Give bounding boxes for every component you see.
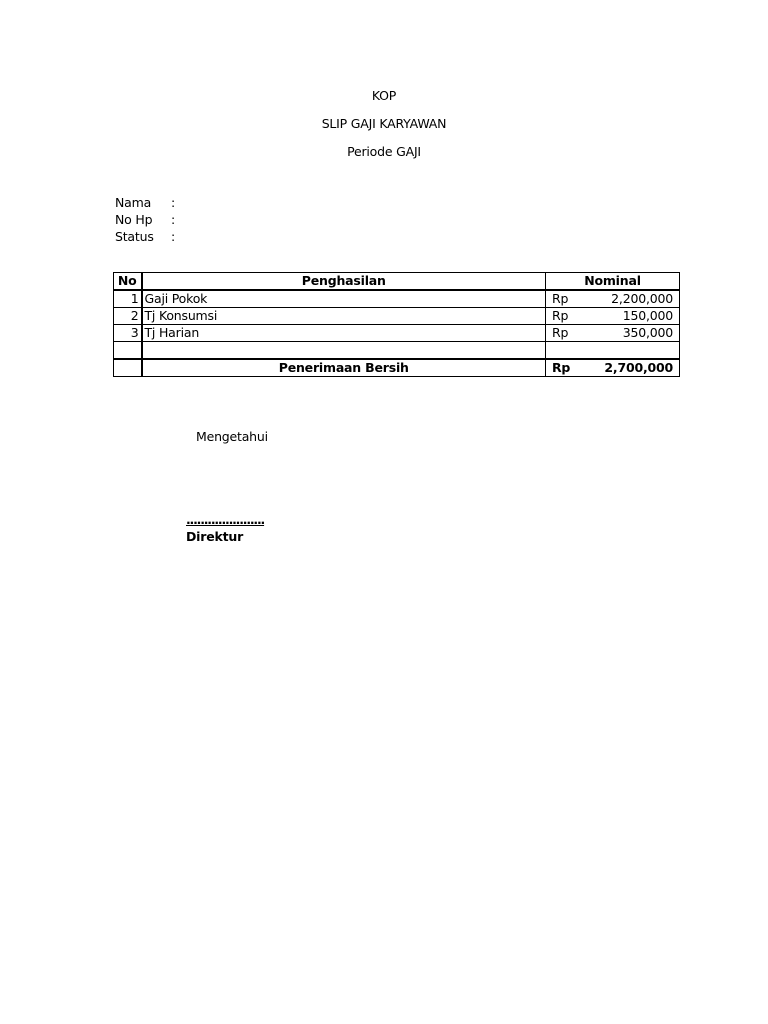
row-amount: 350,000: [622, 325, 673, 340]
row-currency: Rp: [552, 291, 569, 306]
row-description: Tj Harian: [142, 325, 546, 342]
table-row: [114, 325, 680, 342]
info-colon: :: [171, 229, 176, 244]
total-nominal: [546, 359, 680, 377]
row-currency: Rp: [552, 325, 569, 340]
slip-title: SLIP GAJI KARYAWAN: [321, 116, 447, 131]
signature-line: ......................: [186, 512, 265, 527]
signatory-title: Direktur: [186, 529, 244, 544]
table-row: [114, 308, 680, 325]
info-label-name: Nama: [115, 195, 152, 210]
total-empty-cell: [114, 359, 142, 377]
total-currency: Rp: [552, 360, 571, 375]
row-nominal: [546, 308, 680, 325]
row-amount: 150,000: [622, 308, 673, 323]
row-description: Gaji Pokok: [142, 290, 546, 308]
kop-heading: KOP: [371, 88, 397, 103]
total-amount: 2,700,000: [604, 360, 673, 375]
row-description: Tj Konsumsi: [142, 308, 546, 325]
row-nominal: [546, 290, 680, 308]
info-label-phone: No Hp: [115, 212, 153, 227]
row-nominal: [546, 325, 680, 342]
info-label-status: Status: [115, 229, 154, 244]
total-label: Penerimaan Bersih: [142, 359, 546, 377]
table-row: [114, 290, 680, 308]
row-no: 3: [114, 325, 142, 342]
table-header-row: [114, 273, 680, 291]
acknowledge-label: Mengetahui: [196, 429, 268, 444]
row-amount: 2,200,000: [611, 291, 673, 306]
table-row-empty: [114, 342, 680, 360]
header-description: Penghasilan: [142, 273, 546, 291]
row-currency: Rp: [552, 308, 569, 323]
info-colon: :: [171, 195, 176, 210]
empty-cell: [546, 342, 680, 360]
row-no: 1: [114, 290, 142, 308]
empty-cell: [114, 342, 142, 360]
salary-table: [113, 272, 680, 377]
header-no: No: [114, 273, 142, 291]
period-label: Periode GAJI: [347, 144, 421, 159]
header-nominal: Nominal: [546, 273, 680, 291]
row-no: 2: [114, 308, 142, 325]
info-colon: :: [171, 212, 176, 227]
empty-cell: [142, 342, 546, 360]
total-row: [114, 359, 680, 377]
